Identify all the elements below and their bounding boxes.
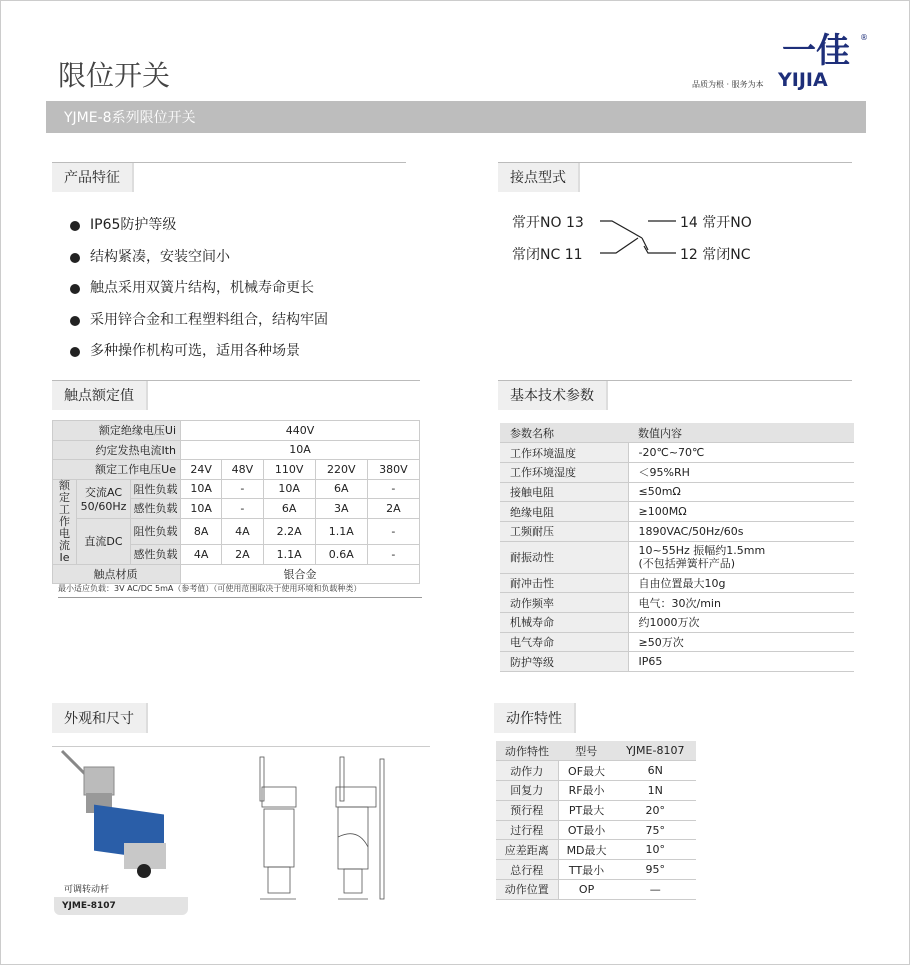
section-label: 触点额定值 (52, 380, 148, 410)
section-label: 基本技术参数 (498, 380, 608, 410)
table-cell: 动作特性 (496, 741, 558, 761)
table-cell: 直流DC (77, 518, 131, 564)
table-cell: 2.2A (263, 518, 315, 545)
table-cell: 接触电阻 (500, 482, 628, 502)
table-cell: 10A (181, 499, 222, 519)
table-cell: OP (558, 880, 614, 900)
table-row (496, 781, 696, 801)
table-cell: ≥100MΩ (628, 502, 854, 522)
table-cell: 2A (367, 499, 419, 519)
contact-symbol (598, 212, 680, 262)
action-table (496, 741, 696, 900)
logo-en: YIJIA (778, 69, 828, 90)
caption-text: 可调转动杆 (64, 885, 110, 895)
table-cell: PT最大 (558, 800, 614, 820)
table-row (500, 632, 854, 652)
table-cell: 机械寿命 (500, 613, 628, 633)
table-cell: 6A (315, 479, 367, 499)
table-cell: 4A (222, 518, 263, 545)
table-cell: 2A (222, 545, 263, 565)
table-cell: 10° (615, 840, 696, 860)
feature-item: 结构紧凑，安装空间小 (70, 242, 328, 274)
table-cell: ≤50mΩ (628, 482, 854, 502)
table-cell: 阻性负载 (131, 518, 181, 545)
rating-note: 最小适应负载：3V AC/DC 5mA（参考值）（可使用范围取决于使用环境和负载种类） (58, 583, 422, 598)
table-cell: 交流AC 50/60Hz (77, 479, 131, 518)
section-label: 外观和尺寸 (52, 703, 148, 733)
table-row (500, 541, 854, 573)
table-cell: 额定绝缘电压Ui (53, 421, 181, 441)
table-cell: 型号 (558, 741, 614, 761)
table-cell: 感性负载 (131, 545, 181, 565)
table-cell: 阻性负载 (131, 479, 181, 499)
table-header (496, 741, 696, 761)
table-cell: 24V (181, 460, 222, 480)
caption-model: YJME-8107 (54, 897, 188, 915)
logo-cn: 一佳 (782, 31, 850, 71)
table-cell: 动作力 (496, 761, 558, 781)
table-cell: 工频耐压 (500, 521, 628, 541)
slogan: 品质为根 · 服务为本 (692, 80, 764, 89)
table-row (53, 518, 420, 545)
table-cell: 自由位置最大10g (628, 573, 854, 593)
section-appearance (52, 703, 420, 733)
table-cell: RF最小 (558, 781, 614, 801)
table-cell: 6A (263, 499, 315, 519)
table-row (496, 761, 696, 781)
table-cell: 10A (263, 479, 315, 499)
table-cell: 110V (263, 460, 315, 480)
table-cell: 参数名称 (500, 423, 628, 443)
section-features (52, 162, 406, 192)
section-label: 产品特征 (52, 162, 134, 192)
table-cell: 电气寿命 (500, 632, 628, 652)
product-caption (54, 880, 188, 915)
logo-registered: ® (860, 33, 868, 42)
table-row (53, 440, 420, 460)
contact-nc-left: 常闭NC 11 (512, 247, 583, 263)
section-action (494, 703, 694, 733)
table-row (500, 652, 854, 672)
table-cell: 银合金 (181, 564, 420, 584)
table-row (496, 860, 696, 880)
table-cell: 预行程 (496, 800, 558, 820)
table-cell: 440V (181, 421, 420, 441)
table-row (53, 564, 420, 584)
table-cell: 额定工作电压Ue (53, 460, 181, 480)
table-cell: 6N (615, 761, 696, 781)
table-cell: OF最大 (558, 761, 614, 781)
table-cell: 20° (615, 800, 696, 820)
feature-item: 多种操作机构可选，适用各种场景 (70, 336, 328, 368)
series-banner: YJME-8系列限位开关 (46, 101, 866, 133)
table-cell: 防护等级 (500, 652, 628, 672)
table-cell: 应差距离 (496, 840, 558, 860)
table-cell: 工作环境湿度 (500, 462, 628, 482)
table-cell: 触点材质 (53, 564, 181, 584)
table-cell: 380V (367, 460, 419, 480)
table-row (500, 521, 854, 541)
table-cell: - (222, 479, 263, 499)
section-rating (52, 380, 420, 410)
table-cell: 总行程 (496, 860, 558, 880)
feature-item: IP65防护等级 (70, 210, 328, 242)
contact-no-left: 常开NO 13 (512, 215, 584, 231)
table-row (496, 820, 696, 840)
page-title: 限位开关 (58, 59, 171, 92)
table-cell: 工作环境温度 (500, 443, 628, 463)
table-cell: 3A (315, 499, 367, 519)
feature-list (70, 210, 328, 368)
table-row (500, 482, 854, 502)
table-cell: 0.6A (315, 545, 367, 565)
table-cell: - (222, 499, 263, 519)
table-cell: - (367, 518, 419, 545)
table-cell: 电气：30次/min (628, 593, 854, 613)
table-row (500, 502, 854, 522)
table-cell: 75° (615, 820, 696, 840)
table-cell: 1N (615, 781, 696, 801)
table-row (500, 613, 854, 633)
table-cell: 过行程 (496, 820, 558, 840)
table-cell: - (367, 545, 419, 565)
table-cell: 回复力 (496, 781, 558, 801)
table-cell: -20℃~70℃ (628, 443, 854, 463)
table-cell: 数值内容 (628, 423, 854, 443)
table-cell: 耐振动性 (500, 541, 628, 573)
table-cell: 8A (181, 518, 222, 545)
table-cell: 10~55Hz 振幅约1.5mm (不包括弹簧杆产品) (628, 541, 854, 573)
table-cell: 10A (181, 440, 420, 460)
table-cell: 48V (222, 460, 263, 480)
yijia-logo (776, 30, 868, 90)
table-cell: 感性负载 (131, 499, 181, 519)
table-cell: TT最小 (558, 860, 614, 880)
table-cell: 动作位置 (496, 880, 558, 900)
section-label: 动作特性 (494, 703, 576, 733)
table-header (500, 423, 854, 443)
table-cell: IP65 (628, 652, 854, 672)
table-cell: 耐冲击性 (500, 573, 628, 593)
table-row (496, 840, 696, 860)
contact-no-right: 14 常开NO (680, 215, 752, 231)
table-cell: 额定工作电流Ie (53, 479, 77, 564)
table-row (496, 800, 696, 820)
contact-nc-right: 12 常闭NC (680, 247, 751, 263)
table-row (53, 479, 420, 499)
divider (498, 380, 852, 381)
section-params (498, 380, 852, 410)
table-cell: YJME-8107 (615, 741, 696, 761)
table-row (53, 421, 420, 441)
table-cell: 绝缘电阻 (500, 502, 628, 522)
table-cell: 1.1A (263, 545, 315, 565)
product-photo (54, 747, 192, 879)
table-row (500, 443, 854, 463)
section-contact (498, 162, 852, 192)
table-row (496, 880, 696, 900)
table-cell: 约1000万次 (628, 613, 854, 633)
table-cell: 1.1A (315, 518, 367, 545)
params-table (500, 423, 854, 672)
table-cell: MD最大 (558, 840, 614, 860)
divider (52, 380, 420, 381)
table-cell: 220V (315, 460, 367, 480)
table-cell: 动作频率 (500, 593, 628, 613)
table-cell: 约定发热电流Ith (53, 440, 181, 460)
dimension-drawing (240, 747, 400, 907)
divider (498, 162, 852, 163)
table-row (500, 593, 854, 613)
section-label: 接点型式 (498, 162, 580, 192)
table-cell: ＜95%RH (628, 462, 854, 482)
table-row (500, 462, 854, 482)
table-cell: 1890VAC/50Hz/60s (628, 521, 854, 541)
table-cell: - (367, 479, 419, 499)
table-cell: 95° (615, 860, 696, 880)
table-cell: 4A (181, 545, 222, 565)
table-cell: ≥50万次 (628, 632, 854, 652)
rating-table (52, 420, 420, 584)
table-cell: 10A (181, 479, 222, 499)
table-row (53, 460, 420, 480)
feature-item: 触点采用双簧片结构，机械寿命更长 (70, 273, 328, 305)
feature-item: 采用锌合金和工程塑料组合，结构牢固 (70, 305, 328, 337)
divider (52, 162, 406, 163)
table-cell: — (615, 880, 696, 900)
table-row (500, 573, 854, 593)
table-cell: OT最小 (558, 820, 614, 840)
